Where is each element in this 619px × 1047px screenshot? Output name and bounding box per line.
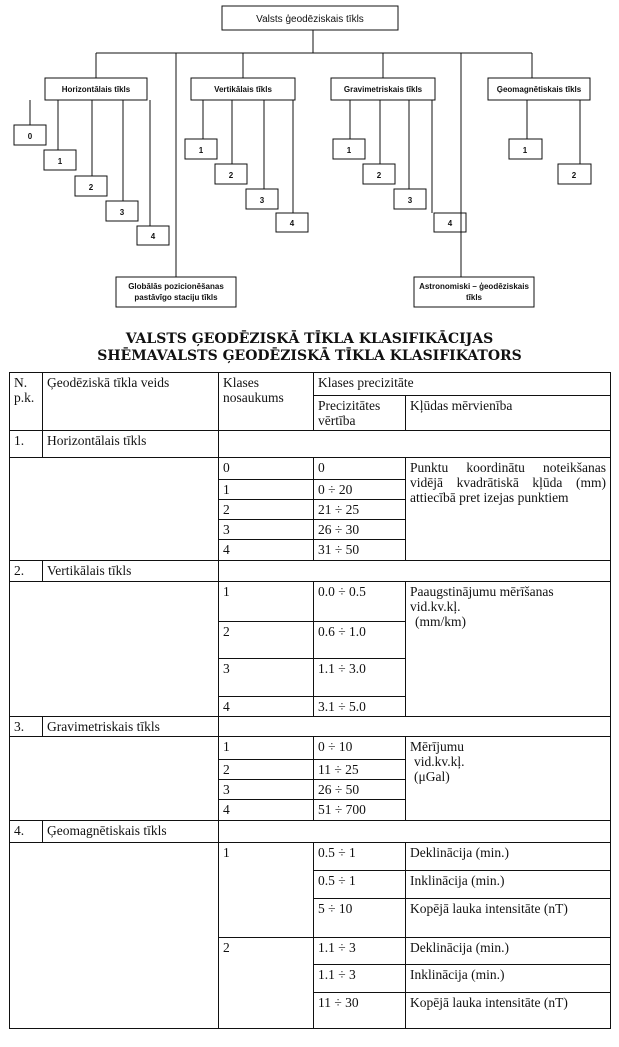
unit-line: Mērījumu: [410, 739, 464, 754]
diagram-class-label: 3: [119, 208, 125, 217]
class-cell: 2: [219, 622, 314, 659]
precision-cell: 0 ÷ 10: [314, 737, 406, 760]
diagram-node-geomagnetic: Ģeomagnētiskais tīkls: [496, 85, 582, 94]
unit-line: vid.kv.kļ.: [414, 754, 465, 769]
diagram-class-label: 1: [346, 146, 352, 155]
diagram-node-astro: Astronomiski – ģeodēziskais: [419, 282, 529, 291]
unit-cell: Inklinācija (min.): [406, 871, 611, 899]
class-cell: 3: [219, 520, 314, 540]
diagram-class-label: 2: [376, 171, 382, 180]
table-row: [10, 458, 611, 480]
diagram-class-label: 2: [571, 171, 577, 180]
unit-cell: Kopējā lauka intensitāte (nT): [406, 899, 611, 938]
precision-cell: 11 ÷ 30: [314, 993, 406, 1029]
unit-line: (mm/km): [415, 614, 466, 629]
class-cell: 2: [219, 500, 314, 520]
diagram-class-label: 4: [289, 219, 295, 228]
network-classification-diagram: [0, 0, 619, 320]
section-num: 2.: [10, 561, 43, 582]
section-filler: [219, 431, 611, 458]
header-class-name: Klases nosaukums: [219, 373, 314, 431]
precision-cell: 3.1 ÷ 5.0: [314, 697, 406, 717]
diagram-node-vertical: Vertikālais tīkls: [214, 85, 272, 94]
class-cell: 4: [219, 540, 314, 561]
classification-table: [9, 372, 611, 1029]
header-precision: Klases precizitāte: [314, 373, 611, 396]
class-cell: 1: [219, 843, 314, 938]
table-row: [10, 582, 611, 622]
section-name: Gravimetriskais tīkls: [43, 717, 219, 737]
section-num: 1.: [10, 431, 43, 458]
diagram-class-label: 3: [259, 196, 265, 205]
table-row: [10, 843, 611, 871]
section-row: [10, 431, 611, 458]
precision-cell: 11 ÷ 25: [314, 760, 406, 780]
section-name: Horizontālais tīkls: [43, 431, 219, 458]
precision-cell: 1.1 ÷ 3: [314, 965, 406, 993]
precision-cell: 1.1 ÷ 3: [314, 938, 406, 965]
diagram-node-astro: tīkls: [465, 293, 483, 302]
diagram-class-label: 1: [522, 146, 528, 155]
precision-cell: 5 ÷ 10: [314, 899, 406, 938]
unit-cell: [406, 737, 611, 821]
table-row: [10, 737, 611, 760]
precision-cell: 1.1 ÷ 3.0: [314, 659, 406, 697]
precision-cell: 0.6 ÷ 1.0: [314, 622, 406, 659]
unit-cell: Deklinācija (min.): [406, 843, 611, 871]
unit-cell: Punktu koordinātu noteikšanas vidējā kvadrātiskā kļūda (mm) attiecībā pret izejas punktiem: [406, 458, 611, 561]
table-header-row: [10, 373, 611, 396]
header-error-unit: Kļūdas mērvienība: [406, 396, 611, 431]
unit-line: (μGal): [414, 769, 450, 784]
diagram-class-label: 0: [27, 132, 33, 141]
diagram-class-label: 2: [88, 183, 94, 192]
section-row: [10, 561, 611, 582]
class-cell: 4: [219, 697, 314, 717]
section-name: Vertikālais tīkls: [43, 561, 219, 582]
blank-cell: [10, 582, 219, 717]
section-name: Ģeomagnētiskais tīkls: [43, 821, 219, 843]
section-filler: [219, 821, 611, 843]
header-type: Ģeodēziskā tīkla veids: [43, 373, 219, 431]
diagram-node-gravimetric: Gravimetriskais tīkls: [343, 85, 423, 94]
title-line: VALSTS ĢEODĒZISKĀ TĪKLA KLASIFIKĀCIJAS: [125, 331, 494, 347]
diagram-node-horizontal: Horizontālais tīkls: [61, 85, 131, 94]
precision-cell: 31 ÷ 50: [314, 540, 406, 561]
unit-line: vid.kv.kļ.: [410, 599, 461, 614]
class-cell: 2: [219, 760, 314, 780]
precision-cell: 26 ÷ 30: [314, 520, 406, 540]
diagram-class-label: 1: [57, 157, 63, 166]
unit-line: Paaugstinājumu mērīšanas: [410, 584, 554, 599]
precision-cell: 21 ÷ 25: [314, 500, 406, 520]
diagram-class-label: 4: [150, 232, 156, 241]
section-row: [10, 717, 611, 737]
diagram-node-global: Globālās pozicionēšanas: [128, 282, 224, 291]
diagram-class-label: 2: [228, 171, 234, 180]
precision-cell: 0.0 ÷ 0.5: [314, 582, 406, 622]
unit-cell: Inklinācija (min.): [406, 965, 611, 993]
diagram-root-label: Valsts ģeodēziskais tīkls: [256, 14, 364, 25]
header-num: N. p.k.: [10, 373, 43, 431]
document-title: [0, 331, 619, 365]
blank-cell: [10, 843, 219, 1029]
precision-cell: 26 ÷ 50: [314, 780, 406, 800]
unit-cell: [406, 582, 611, 717]
title-line: SHĒMAVALSTS ĢEODĒZISKĀ TĪKLA KLASIFIKATORS: [97, 348, 522, 364]
blank-cell: [10, 458, 219, 561]
diagram-class-label: 4: [447, 219, 453, 228]
precision-cell: 0.5 ÷ 1: [314, 843, 406, 871]
section-num: 4.: [10, 821, 43, 843]
precision-cell: 0.5 ÷ 1: [314, 871, 406, 899]
class-cell: 3: [219, 780, 314, 800]
class-cell: 1: [219, 480, 314, 500]
precision-cell: 0 ÷ 20: [314, 480, 406, 500]
class-cell: 4: [219, 800, 314, 821]
unit-cell: Deklinācija (min.): [406, 938, 611, 965]
class-cell: 1: [219, 582, 314, 622]
precision-cell: 51 ÷ 700: [314, 800, 406, 821]
class-cell: 0: [219, 458, 314, 480]
diagram-node-global: pastāvīgo staciju tīkls: [134, 293, 218, 302]
class-cell: 3: [219, 659, 314, 697]
section-filler: [219, 717, 611, 737]
unit-cell: Kopējā lauka intensitāte (nT): [406, 993, 611, 1029]
class-cell: 1: [219, 737, 314, 760]
diagram-class-label: 3: [407, 196, 413, 205]
diagram-class-label: 1: [198, 146, 204, 155]
header-precision-value: Precizitātes vērtība: [314, 396, 406, 431]
section-row: [10, 821, 611, 843]
section-num: 3.: [10, 717, 43, 737]
class-cell: 2: [219, 938, 314, 1029]
section-filler: [219, 561, 611, 582]
precision-cell: 0: [314, 458, 406, 480]
blank-cell: [10, 737, 219, 821]
